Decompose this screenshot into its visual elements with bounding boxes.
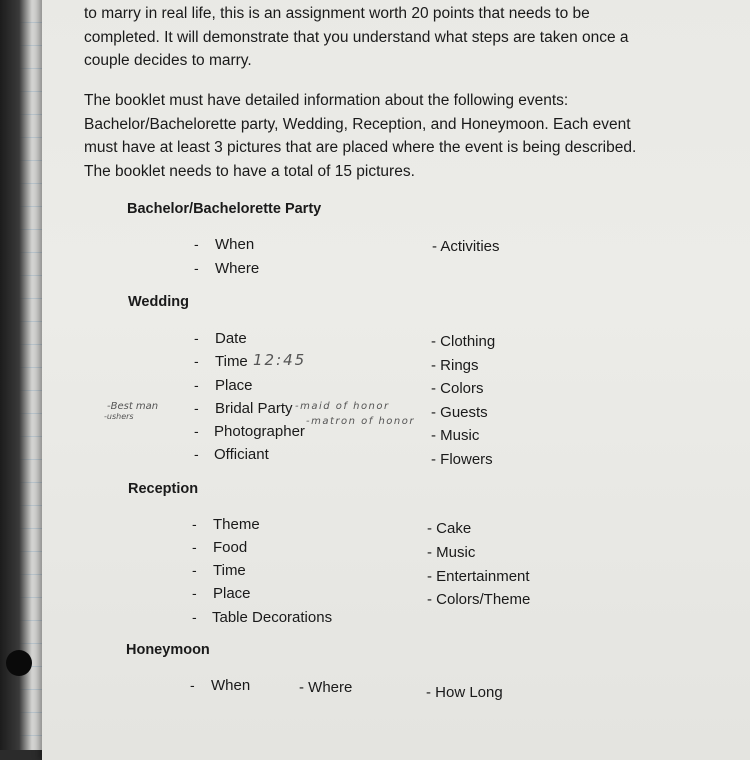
bullet-dash: - <box>194 423 199 439</box>
wedding-right-item: - Clothing <box>431 333 496 350</box>
reception-item: Time <box>213 562 246 579</box>
bullet-dash: - <box>192 609 197 625</box>
intro-paragraph-2 <box>84 89 684 183</box>
bullet-dash: - <box>194 400 199 416</box>
wedding-item: Time <box>215 353 248 370</box>
paper-shadow <box>0 0 32 750</box>
bachelor-item: When <box>215 236 255 253</box>
text-line: The booklet needs to have a total of 15 pictures. <box>84 162 415 180</box>
bullet-dash: - <box>192 516 197 532</box>
wedding-item: Photographer <box>214 423 305 440</box>
binder-hole <box>6 650 32 676</box>
text-line: completed. It will demonstrate that you understand what steps are taken once a <box>84 28 629 46</box>
bullet-dash: - <box>194 236 199 252</box>
handwritten-best-man: -Best man <box>107 401 159 412</box>
text-line: must have at least 3 pictures that are placed where the event is being described. <box>84 139 637 156</box>
wedding-right-item: - Flowers <box>431 451 493 468</box>
handwritten-ushers: -ushers <box>104 412 134 421</box>
section-title-bachelor: Bachelor/Bachelorette Party <box>127 201 322 217</box>
bullet-dash: - <box>194 260 199 276</box>
text-line: Bachelor/Bachelorette party, Wedding, Reception, and Honeymoon. Each event <box>84 115 631 133</box>
section-title-honeymoon: Honeymoon <box>126 642 210 658</box>
bullet-dash: - <box>190 677 195 693</box>
bachelor-right-item: - Activities <box>432 238 500 255</box>
reception-right-item: - Entertainment <box>427 568 530 585</box>
bullet-dash: - <box>194 353 199 369</box>
handwritten-maid-of-honor: -maid of honor <box>295 401 390 412</box>
section-title-wedding: Wedding <box>128 294 189 310</box>
wedding-right-item: - Music <box>431 427 480 444</box>
reception-item: Table Decorations <box>212 609 333 626</box>
reception-item: Food <box>213 539 248 556</box>
honeymoon-middle-item: - Where <box>299 679 353 696</box>
reception-right-item: - Colors/Theme <box>427 591 531 608</box>
bullet-dash: - <box>194 377 199 393</box>
bullet-dash: - <box>192 562 197 578</box>
wedding-right-item: - Guests <box>431 404 488 421</box>
handwritten-matron-of-honor: -matron of honor <box>306 416 415 427</box>
bullet-dash: - <box>192 585 197 601</box>
wedding-item: Officiant <box>214 446 269 463</box>
bullet-dash: - <box>192 539 197 555</box>
reception-right-item: - Cake <box>427 520 472 537</box>
text-line: The booklet must have detailed information about the following events: <box>84 92 569 109</box>
handwritten-time: 12:45 <box>253 351 307 369</box>
text-line: to marry in real life, this is an assignment worth 20 points that needs to be <box>84 5 590 22</box>
wedding-right-item: - Colors <box>431 380 484 397</box>
honeymoon-right-item: - How Long <box>426 684 503 701</box>
bullet-dash: - <box>194 446 199 462</box>
reception-item: Place <box>213 585 251 602</box>
wedding-item: Date <box>215 330 247 347</box>
text-line: couple decides to marry. <box>84 52 252 69</box>
section-title-reception: Reception <box>128 481 199 497</box>
wedding-item: Bridal Party <box>215 400 293 417</box>
bullet-dash: - <box>194 330 199 346</box>
bachelor-item: Where <box>215 260 260 277</box>
intro-paragraph-1 <box>84 2 684 73</box>
wedding-item: Place <box>215 377 253 394</box>
wedding-right-item: - Rings <box>431 357 479 374</box>
honeymoon-item: When <box>211 677 251 694</box>
reception-item: Theme <box>213 516 260 533</box>
reception-right-item: - Music <box>427 544 476 561</box>
